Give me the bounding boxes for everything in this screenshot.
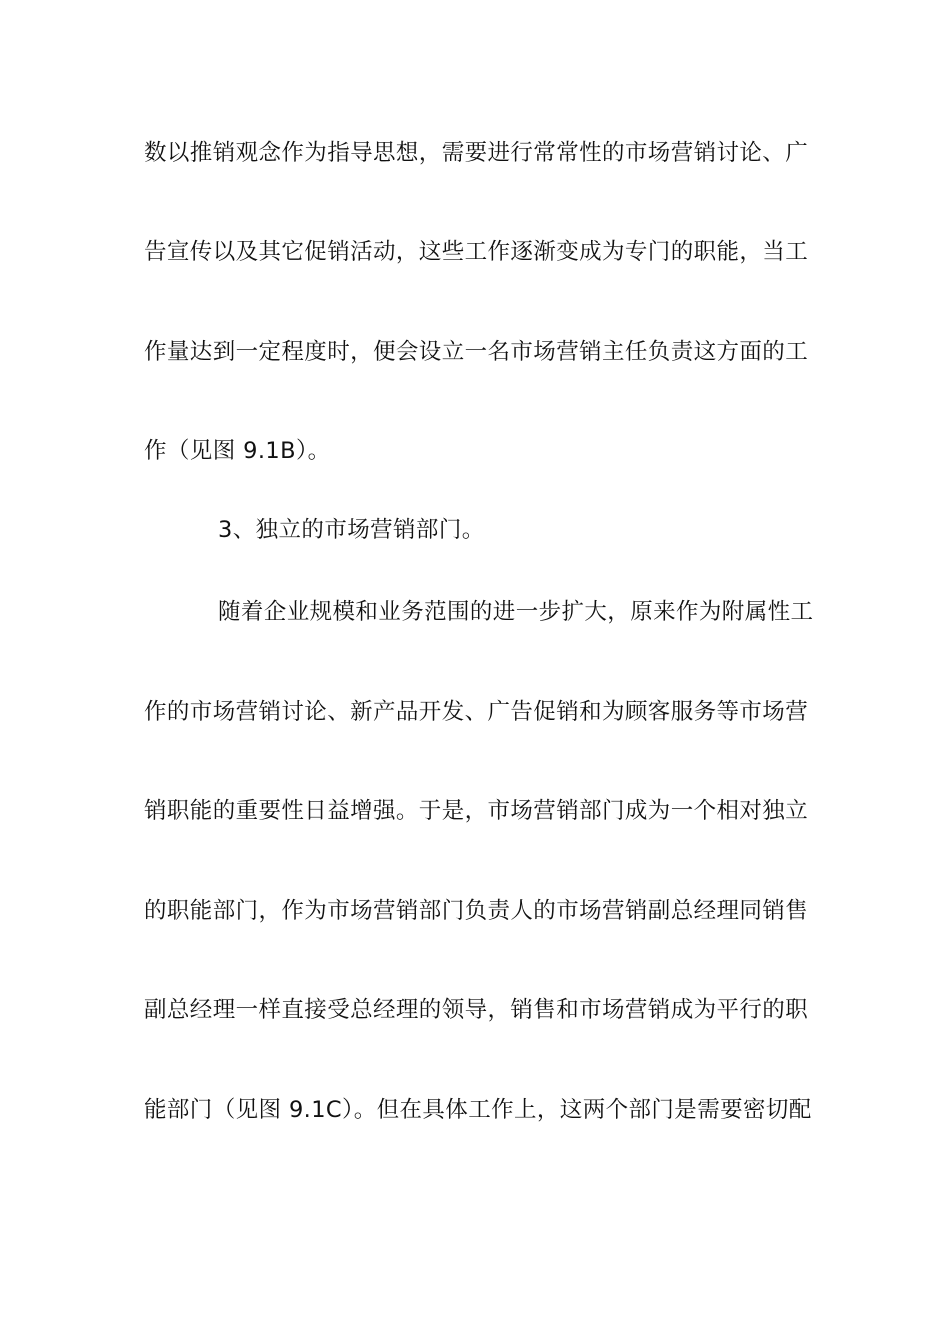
paragraph-line-6: 作的市场营销讨论、新产品开发、广告促销和为顾客服务等市场营 bbox=[144, 699, 809, 725]
paragraph-line-9: 副总经理一样直接受总经理的领导，销售和市场营销成为平行的职 bbox=[144, 997, 809, 1023]
paragraph-line-2: 告宣传以及其它促销活动，这些工作逐渐变成为专门的职能，当工 bbox=[144, 239, 809, 265]
paragraph-line-8: 的职能部门，作为市场营销部门负责人的市场营销副总经理同销售 bbox=[144, 898, 809, 924]
paragraph-line-3: 作量达到一定程度时，便会设立一名市场营销主任负责这方面的工 bbox=[144, 339, 809, 365]
section-heading: 3、独立的市场营销部门。 bbox=[218, 517, 485, 543]
paragraph-line-10: 能部门（见图 9.1C）。但在具体工作上，这两个部门是需要密切配 bbox=[144, 1097, 812, 1123]
paragraph-line-7: 销职能的重要性日益增强。于是，市场营销部门成为一个相对独立 bbox=[144, 798, 809, 824]
paragraph-line-5: 随着企业规模和业务范围的进一步扩大，原来作为附属性工 bbox=[218, 599, 814, 625]
paragraph-line-1: 数以推销观念作为指导思想，需要进行常常性的市场营销讨论、广 bbox=[144, 140, 809, 166]
paragraph-line-4: 作（见图 9.1B）。 bbox=[144, 438, 331, 464]
